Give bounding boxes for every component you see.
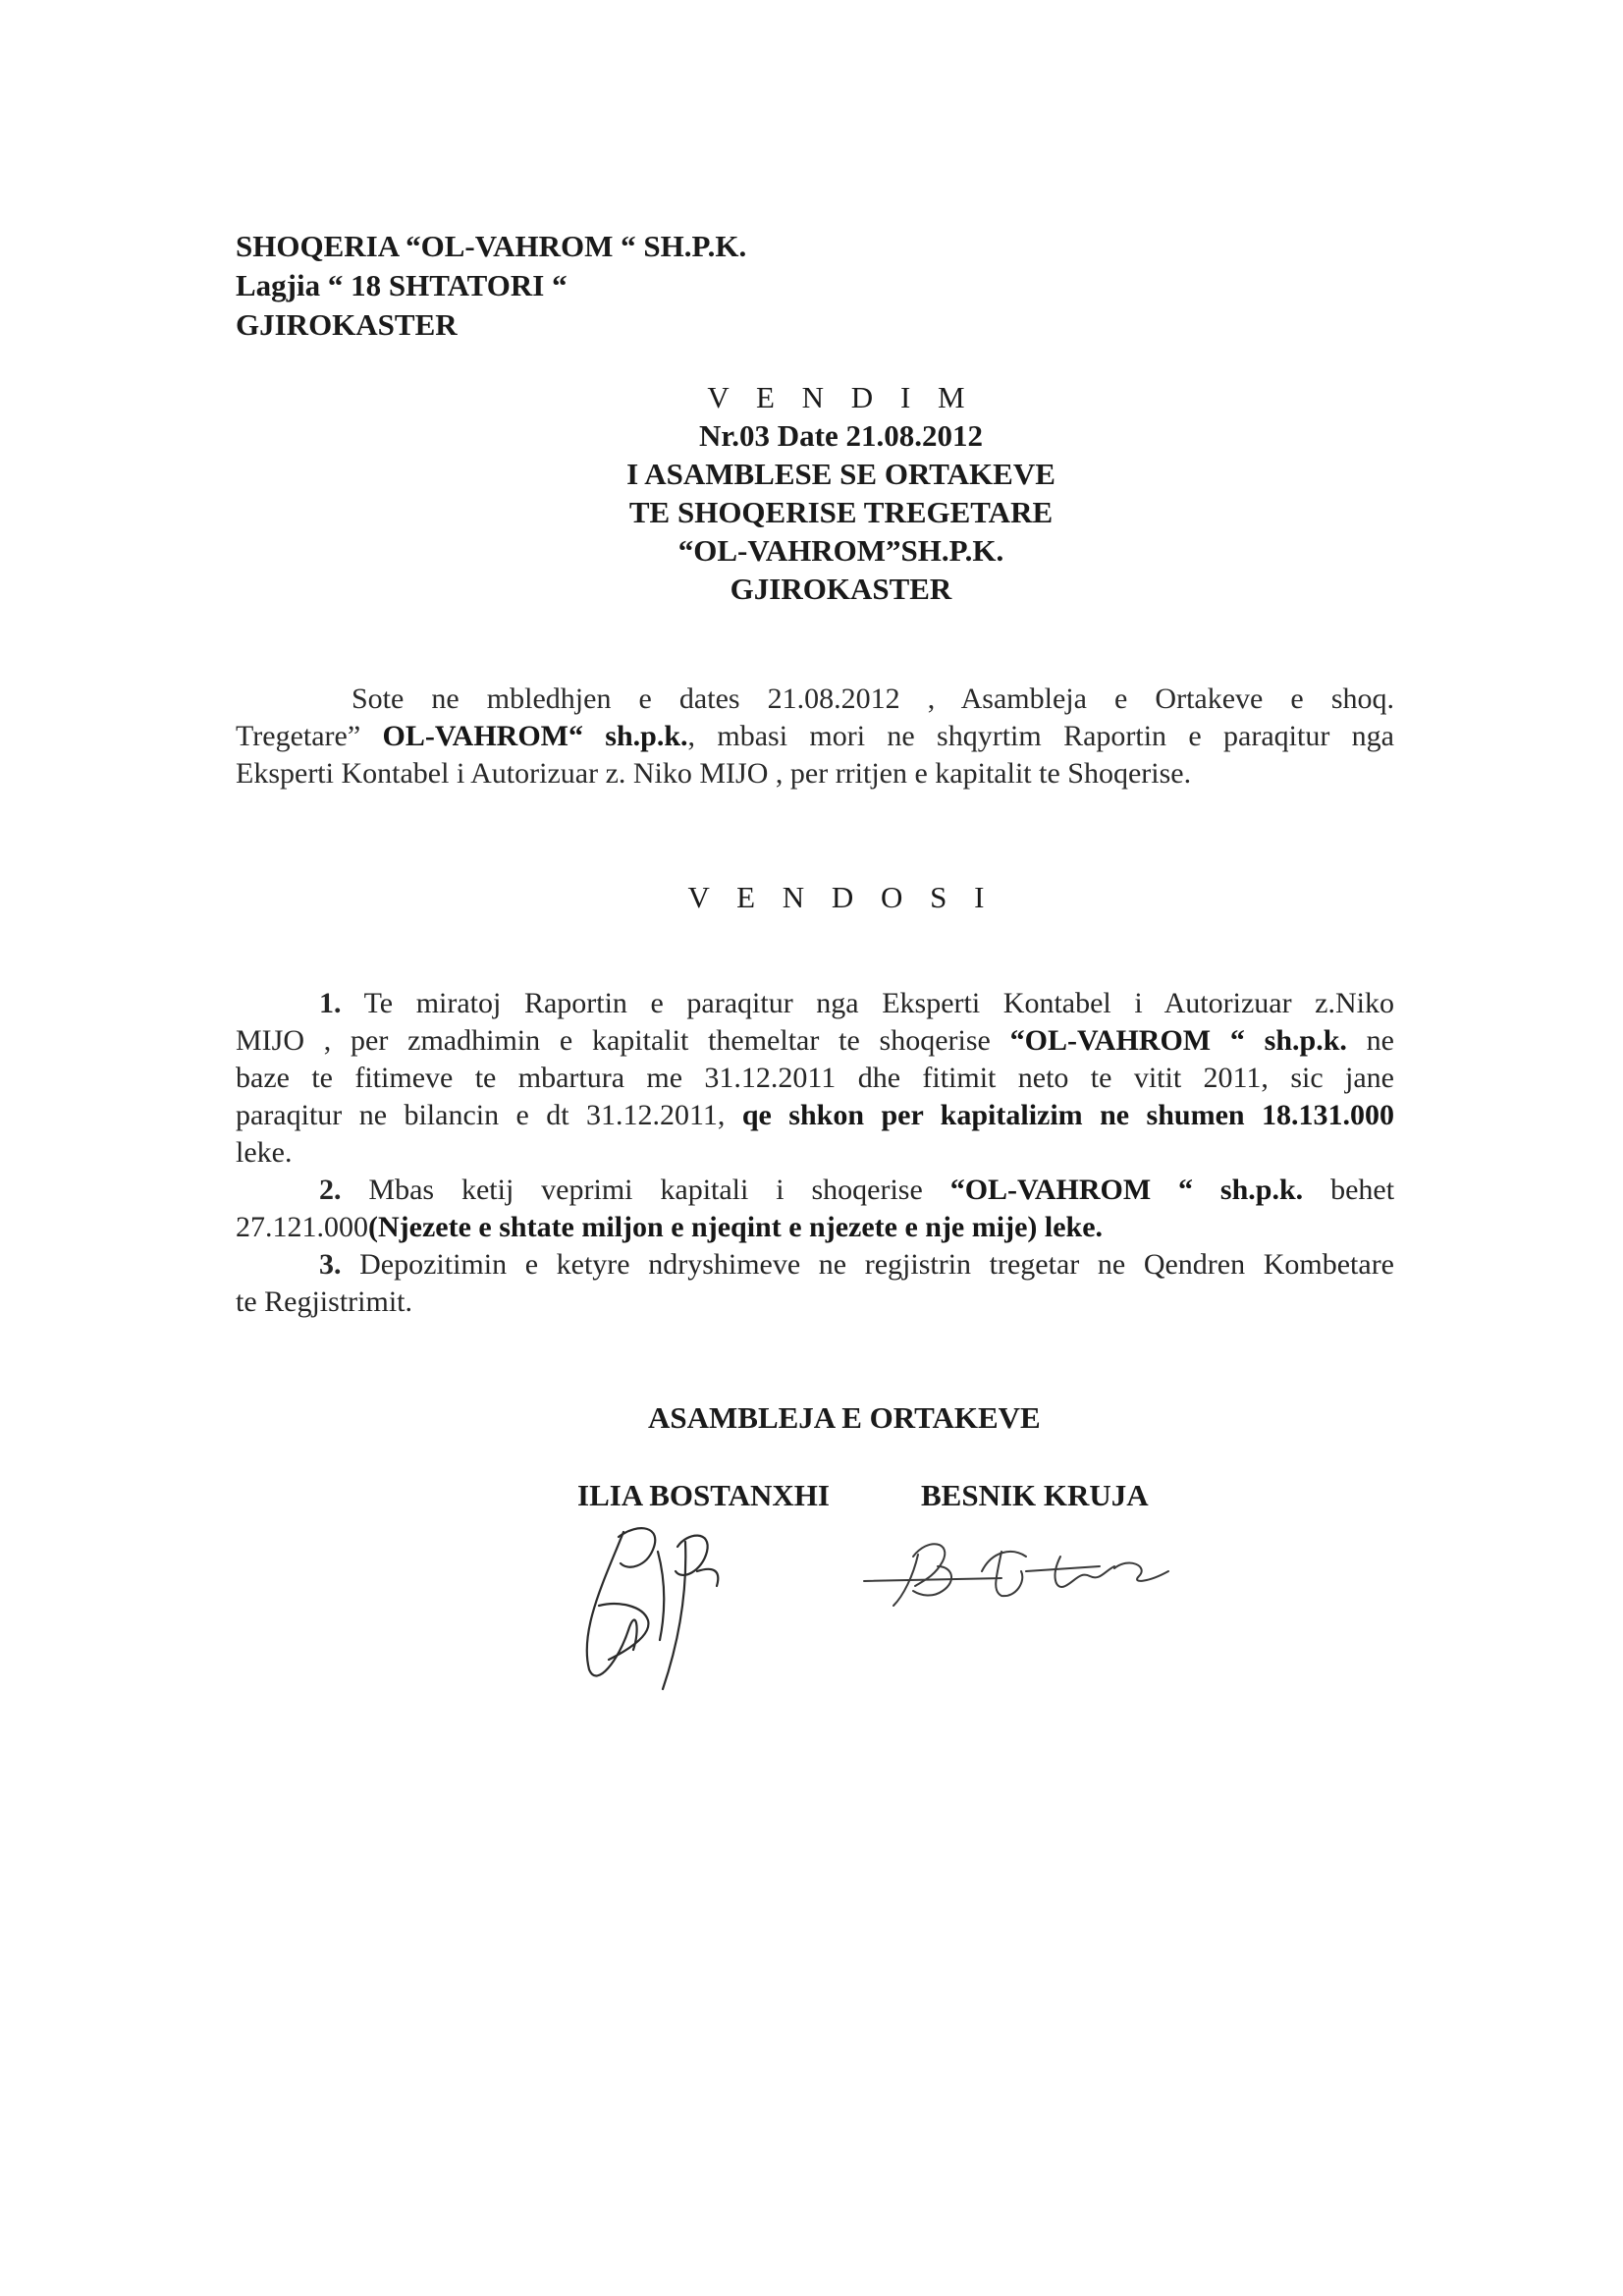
intro-company: OL-VAHROM“ sh.p.k. — [382, 720, 688, 752]
item-1-text-2c: ne — [1366, 1024, 1394, 1057]
decision-subtitle-3: “OL-VAHROM”SH.P.K. — [677, 533, 1004, 568]
item-1-line-4 — [236, 1097, 1394, 1134]
item-2-number: 2. — [319, 1174, 342, 1206]
decision-subtitle-1: I ASAMBLESE SE ORTAKEVE — [626, 457, 1055, 491]
decides-heading: V E N D O S I — [687, 880, 995, 914]
item-1-capital-amount: qe shkon per kapitalizim ne shumen 18.131.000 — [741, 1099, 1395, 1131]
item-1-text-1: Te miratoj Raportin e paraqitur nga Eksperti Kontabel i Autorizuar z.Niko — [363, 987, 1394, 1019]
decision-title: V E N D I M — [707, 380, 975, 414]
item-3-line-1 — [319, 1246, 1394, 1284]
assembly-heading: ASAMBLEJA E ORTAKEVE — [648, 1400, 1041, 1435]
item-2-amount: 27.121.000 — [236, 1211, 368, 1243]
signature-1-image — [550, 1512, 874, 1709]
decision-number-date: Nr.03 Date 21.08.2012 — [698, 418, 984, 453]
signature-2-image — [854, 1527, 1208, 1615]
company-city: GJIROKASTER — [236, 307, 458, 342]
item-2-text-1c: behet — [1330, 1174, 1395, 1206]
item-1-text-2a: MIJO , per zmadhimin e kapitalit themeltar te shoqerise — [236, 1024, 991, 1057]
intro-line-1: Sote ne mbledhjen e dates 21.08.2012 , Asambleja e Ortakeve e shoq. — [352, 683, 1394, 715]
intro-tregetare: Tregetare” — [236, 720, 361, 752]
decision-subtitle-2: TE SHOQERISE TREGETARE — [628, 495, 1054, 529]
decision-subtitle-4: GJIROKASTER — [730, 572, 952, 606]
item-1-text-4a: paraqitur ne bilancin e dt 31.12.2011, — [236, 1099, 726, 1131]
item-1-line-2 — [236, 1022, 1394, 1060]
item-1-number: 1. — [319, 987, 342, 1019]
item-1-line-5: leke. — [236, 1136, 293, 1169]
item-3-number: 3. — [319, 1248, 342, 1281]
signatory-name-2: BESNIK KRUJA — [921, 1478, 1149, 1512]
item-2-line-1 — [319, 1172, 1394, 1209]
item-1-line-1 — [319, 985, 1394, 1022]
item-2-text-1a: Mbas ketij veprimi kapitali i shoqerise — [368, 1174, 923, 1206]
item-2-company: “OL-VAHROM “ sh.p.k. — [949, 1174, 1304, 1206]
item-3-text-1: Depozitimin e ketyre ndryshimeve ne regjistrin tregetar ne Qendren Kombetare — [359, 1248, 1394, 1281]
item-2-amount-words: (Njezete e shtate miljon e njeqint e njezete e nje mije) leke. — [368, 1211, 1104, 1243]
company-name: SHOQERIA “OL-VAHROM “ SH.P.K. — [236, 229, 747, 263]
item-1-company: “OL-VAHROM “ sh.p.k. — [1009, 1024, 1347, 1057]
item-3-line-2: te Regjistrimit. — [236, 1285, 412, 1318]
intro-line-2-rest: , mbasi mori ne shqyrtim Raportin e paraqitur nga — [687, 720, 1394, 752]
company-address: Lagjia “ 18 SHTATORI “ — [236, 268, 568, 302]
item-2-line-2 — [236, 1209, 1394, 1246]
intro-line-3: Eksperti Kontabel i Autorizuar z. Niko MIJO , per rritjen e kapitalit te Shoqerise. — [236, 757, 1192, 790]
item-1-line-3: baze te fitimeve te mbartura me 31.12.2011 dhe fitimit neto te vitit 2011, sic jane — [236, 1062, 1394, 1094]
signatory-name-1: ILIA BOSTANXHI — [577, 1478, 830, 1512]
intro-line-2 — [236, 718, 1394, 754]
